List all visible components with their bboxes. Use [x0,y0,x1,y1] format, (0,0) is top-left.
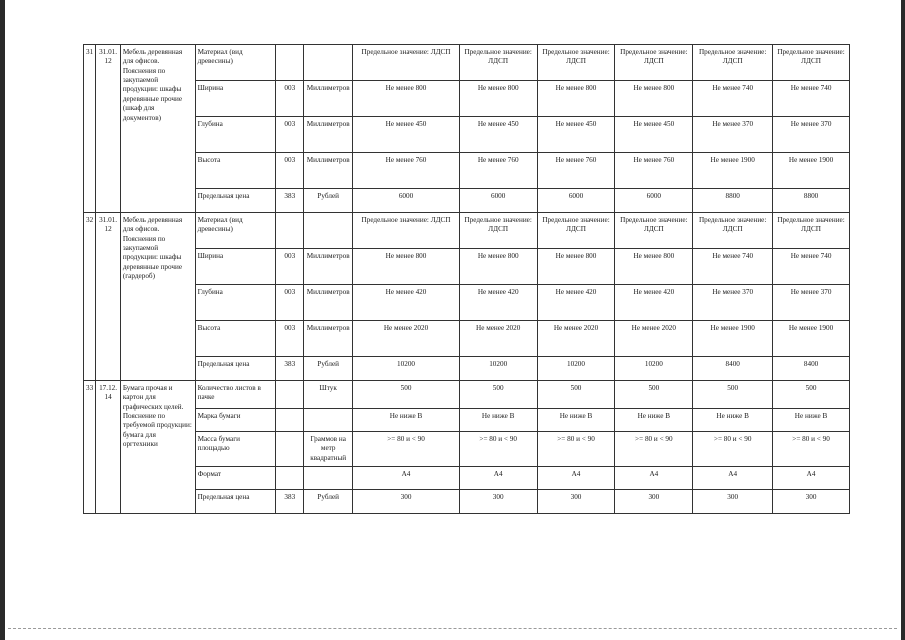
value-cell: 300 [693,490,773,514]
value-cell: А4 [459,467,537,490]
value-cell: 500 [353,381,460,409]
value-cell: 6000 [615,189,693,213]
value-cell: Предельное значение: ЛДСП [537,45,615,81]
unit-name: Штук [304,381,353,409]
value-cell: 500 [693,381,773,409]
value-cell: Не менее 450 [353,117,460,153]
okei-code: 003 [276,117,304,153]
value-cell: Не менее 450 [459,117,537,153]
characteristic-name: Высота [195,153,276,189]
characteristic-name: Марка бумаги [195,409,276,432]
value-cell: Не менее 1900 [773,321,850,357]
okei-code [276,381,304,409]
okei-code [276,409,304,432]
unit-name: Граммов на метр квадратный [304,432,353,467]
value-cell: Не менее 800 [353,81,460,117]
table-row [84,153,850,189]
value-cell: Не менее 450 [615,117,693,153]
value-cell: 500 [615,381,693,409]
unit-name: Рублей [304,357,353,381]
characteristic-name: Формат [195,467,276,490]
characteristic-name: Ширина [195,81,276,117]
value-cell: 6000 [537,189,615,213]
value-cell: 500 [459,381,537,409]
characteristic-name: Материал (вид древесины) [195,45,276,81]
okei-code [276,467,304,490]
product-name: Мебель деревянная для офисов. Пояснения по закупаемой продукции: шкафы деревянные прочие (шкаф для документов) [120,45,195,213]
value-cell: Предельное значение: ЛДСП [693,45,773,81]
value-cell: 8800 [773,189,850,213]
unit-name: Миллиметров [304,153,353,189]
value-cell: Предельное значение: ЛДСП [615,45,693,81]
table-row [84,45,850,81]
table-row [84,189,850,213]
value-cell: Не менее 1900 [693,321,773,357]
value-cell: А4 [773,467,850,490]
unit-name: Миллиметров [304,81,353,117]
value-cell: Не менее 450 [537,117,615,153]
okei-code: 383 [276,189,304,213]
value-cell: А4 [537,467,615,490]
okpd2-code: 17.12.14 [96,381,121,514]
product-name: Мебель деревянная для офисов. Пояснения по закупаемой продукции: шкафы деревянные прочие (гардероб) [120,213,195,381]
value-cell: Не менее 760 [459,153,537,189]
value-cell: 300 [615,490,693,514]
value-cell: >= 80 и < 90 [459,432,537,467]
value-cell: Не ниже В [353,409,460,432]
value-cell: Не менее 2020 [353,321,460,357]
unit-name [304,409,353,432]
value-cell: Не менее 740 [693,81,773,117]
table-row [84,81,850,117]
item-number: 32 [84,213,96,381]
value-cell: 10200 [537,357,615,381]
value-cell: Не менее 740 [773,81,850,117]
characteristic-name: Глубина [195,117,276,153]
value-cell: Не менее 800 [615,249,693,285]
value-cell: 300 [353,490,460,514]
value-cell: Не менее 2020 [537,321,615,357]
value-cell: Не менее 370 [693,117,773,153]
okei-code: 003 [276,153,304,189]
characteristic-name: Количество листов в пачке [195,381,276,409]
page-right-edge [901,0,905,640]
okei-code [276,45,304,81]
value-cell: А4 [693,467,773,490]
value-cell: 500 [537,381,615,409]
value-cell: Предельное значение: ЛДСП [459,45,537,81]
value-cell: Не менее 370 [773,285,850,321]
value-cell: Не менее 2020 [459,321,537,357]
requirements-table [83,44,850,514]
unit-name: Рублей [304,490,353,514]
value-cell: Предельное значение: ЛДСП [537,213,615,249]
value-cell: Не ниже В [615,409,693,432]
value-cell: 10200 [353,357,460,381]
value-cell: Не менее 420 [459,285,537,321]
value-cell: Не менее 800 [353,249,460,285]
table-row [84,213,850,249]
value-cell: Не ниже В [537,409,615,432]
value-cell: 300 [537,490,615,514]
value-cell: >= 80 и < 90 [773,432,850,467]
unit-name: Миллиметров [304,321,353,357]
table-row [84,467,850,490]
table-row [84,357,850,381]
characteristic-name: Масса бумаги площадью [195,432,276,467]
unit-name [304,213,353,249]
page-left-edge [0,0,5,640]
value-cell: 8400 [693,357,773,381]
characteristic-name: Высота [195,321,276,357]
value-cell: Не менее 370 [693,285,773,321]
unit-name: Миллиметров [304,285,353,321]
unit-name: Миллиметров [304,249,353,285]
okei-code: 003 [276,249,304,285]
value-cell: 300 [459,490,537,514]
value-cell: А4 [353,467,460,490]
value-cell: Предельное значение: ЛДСП [353,213,460,249]
table-row [84,409,850,432]
value-cell: Не менее 800 [537,249,615,285]
value-cell: Не менее 800 [459,81,537,117]
okei-code: 003 [276,285,304,321]
value-cell: Не менее 420 [615,285,693,321]
value-cell: Не менее 2020 [615,321,693,357]
table-row [84,249,850,285]
value-cell: 8400 [773,357,850,381]
value-cell: Не менее 1900 [773,153,850,189]
characteristic-name: Ширина [195,249,276,285]
value-cell: Не ниже В [459,409,537,432]
value-cell: Предельное значение: ЛДСП [459,213,537,249]
value-cell: Предельное значение: ЛДСП [773,213,850,249]
okpd2-code: 31.01.12 [96,45,121,213]
value-cell: Предельное значение: ЛДСП [353,45,460,81]
value-cell: Не менее 800 [537,81,615,117]
value-cell: 8800 [693,189,773,213]
product-name: Бумага прочая и картон для графических целей. Пояснение по требуемой продукции: бумага для оргтехники [120,381,195,514]
value-cell: Не менее 370 [773,117,850,153]
characteristic-name: Предельная цена [195,357,276,381]
value-cell: 6000 [459,189,537,213]
okei-code: 383 [276,490,304,514]
okei-code: 003 [276,321,304,357]
table-row [84,381,850,409]
table-row [84,321,850,357]
okei-code [276,432,304,467]
value-cell: Не менее 1900 [693,153,773,189]
value-cell: Не менее 420 [537,285,615,321]
value-cell: Не ниже В [693,409,773,432]
value-cell: Не менее 420 [353,285,460,321]
value-cell: Не менее 760 [353,153,460,189]
table-row [84,117,850,153]
unit-name [304,45,353,81]
table-row [84,432,850,467]
item-number: 31 [84,45,96,213]
okei-code: 003 [276,81,304,117]
value-cell: >= 80 и < 90 [353,432,460,467]
value-cell: Не менее 800 [615,81,693,117]
unit-name: Рублей [304,189,353,213]
value-cell: Не менее 740 [693,249,773,285]
unit-name: Миллиметров [304,117,353,153]
characteristic-name: Материал (вид древесины) [195,213,276,249]
value-cell: Предельное значение: ЛДСП [773,45,850,81]
characteristic-name: Предельная цена [195,189,276,213]
value-cell: Предельное значение: ЛДСП [693,213,773,249]
okei-code [276,213,304,249]
page-bottom-line [8,628,897,629]
value-cell: 500 [773,381,850,409]
value-cell: Не менее 760 [537,153,615,189]
value-cell: А4 [615,467,693,490]
value-cell: Не ниже В [773,409,850,432]
value-cell: 10200 [615,357,693,381]
item-number: 33 [84,381,96,514]
unit-name [304,467,353,490]
value-cell: Не менее 740 [773,249,850,285]
table-row [84,490,850,514]
value-cell: 10200 [459,357,537,381]
table-row [84,285,850,321]
value-cell: >= 80 и < 90 [615,432,693,467]
value-cell: Не менее 760 [615,153,693,189]
okpd2-code: 31.01.12 [96,213,121,381]
value-cell: >= 80 и < 90 [537,432,615,467]
value-cell: >= 80 и < 90 [693,432,773,467]
characteristic-name: Глубина [195,285,276,321]
okei-code: 383 [276,357,304,381]
characteristic-name: Предельная цена [195,490,276,514]
value-cell: Не менее 800 [459,249,537,285]
value-cell: Предельное значение: ЛДСП [615,213,693,249]
value-cell: 300 [773,490,850,514]
value-cell: 6000 [353,189,460,213]
